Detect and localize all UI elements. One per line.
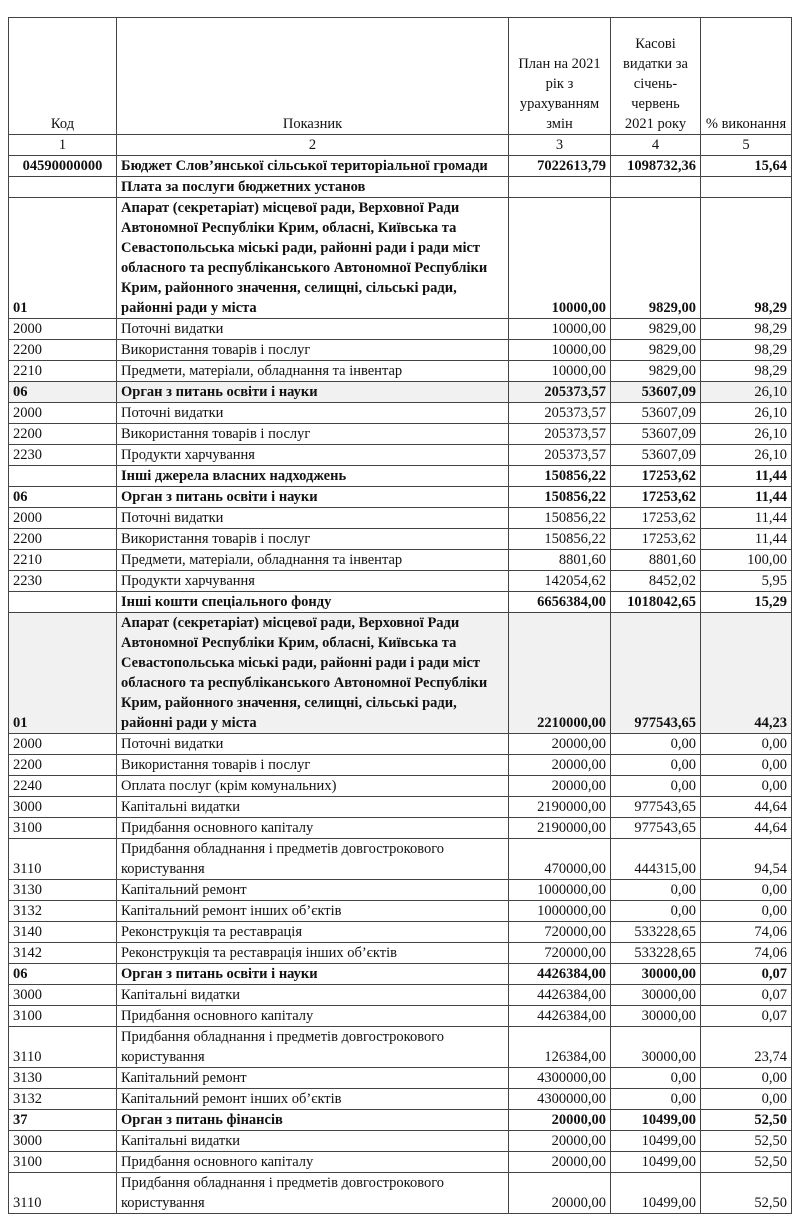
cell-indicator: Оплата послуг (крім комунальних): [117, 776, 509, 797]
cell-cash: 9829,00: [611, 361, 701, 382]
cell-indicator: Плата за послуги бюджетних установ: [117, 177, 509, 198]
table-row: [9, 755, 792, 776]
cell-indicator: Капітальні видатки: [117, 1131, 509, 1152]
table-row: [9, 550, 792, 571]
cell-code: [9, 592, 117, 613]
cell-plan: 150856,22: [509, 466, 611, 487]
cell-plan: 10000,00: [509, 198, 611, 319]
cell-plan: 20000,00: [509, 755, 611, 776]
cell-percent: 26,10: [701, 403, 792, 424]
cell-code: 06: [9, 964, 117, 985]
cell-cash: 30000,00: [611, 964, 701, 985]
cell-plan: 4426384,00: [509, 985, 611, 1006]
cell-indicator: Продукти харчування: [117, 445, 509, 466]
cell-cash: 30000,00: [611, 1027, 701, 1068]
cell-percent: 74,06: [701, 943, 792, 964]
cell-cash: 0,00: [611, 1089, 701, 1110]
cell-plan: [509, 177, 611, 198]
table-row: [9, 734, 792, 755]
cell-code: 3130: [9, 1068, 117, 1089]
column-number: 4: [611, 135, 701, 156]
cell-indicator: Орган з питань освіти і науки: [117, 382, 509, 403]
cell-plan: 6656384,00: [509, 592, 611, 613]
cell-cash: 30000,00: [611, 1006, 701, 1027]
cell-code: 2230: [9, 571, 117, 592]
cell-cash: 17253,62: [611, 508, 701, 529]
table-row: [9, 177, 792, 198]
cell-code: 3100: [9, 1152, 117, 1173]
cell-percent: 44,64: [701, 797, 792, 818]
table-row: [9, 964, 792, 985]
column-number: 2: [117, 135, 509, 156]
cell-plan: 205373,57: [509, 424, 611, 445]
cell-cash: 1098732,36: [611, 156, 701, 177]
table-row: [9, 466, 792, 487]
cell-cash: 977543,65: [611, 797, 701, 818]
cell-cash: 10499,00: [611, 1152, 701, 1173]
cell-percent: 0,00: [701, 880, 792, 901]
cell-percent: 0,07: [701, 1006, 792, 1027]
cell-code: 06: [9, 487, 117, 508]
table-row: [9, 487, 792, 508]
cell-plan: 20000,00: [509, 776, 611, 797]
cell-indicator: Капітальні видатки: [117, 985, 509, 1006]
cell-code: 3130: [9, 880, 117, 901]
cell-code: 2200: [9, 424, 117, 445]
cell-percent: 94,54: [701, 839, 792, 880]
cell-plan: 205373,57: [509, 445, 611, 466]
cell-indicator: Використання товарів і послуг: [117, 424, 509, 445]
header-plan: План на 2021 рік з урахуванням змін: [509, 18, 611, 135]
cell-indicator: Придбання основного капіталу: [117, 1006, 509, 1027]
table-row: [9, 1152, 792, 1173]
table-row: [9, 880, 792, 901]
cell-percent: 0,00: [701, 755, 792, 776]
cell-code: 3000: [9, 1131, 117, 1152]
cell-percent: 74,06: [701, 922, 792, 943]
cell-percent: 52,50: [701, 1131, 792, 1152]
table-row: [9, 797, 792, 818]
cell-code: 2000: [9, 508, 117, 529]
cell-code: 2210: [9, 361, 117, 382]
cell-percent: 98,29: [701, 319, 792, 340]
cell-plan: 470000,00: [509, 839, 611, 880]
table-row: [9, 901, 792, 922]
cell-indicator: Орган з питань освіти і науки: [117, 964, 509, 985]
cell-percent: 26,10: [701, 382, 792, 403]
table-row: [9, 839, 792, 880]
cell-percent: 0,00: [701, 1089, 792, 1110]
cell-plan: 150856,22: [509, 529, 611, 550]
table-header: [9, 18, 792, 135]
cell-code: 3110: [9, 839, 117, 880]
cell-indicator: Капітальний ремонт інших об’єктів: [117, 901, 509, 922]
table-row: [9, 382, 792, 403]
cell-indicator: Придбання обладнання і предметів довгострокового користування: [117, 1173, 509, 1214]
cell-code: 2000: [9, 403, 117, 424]
table-row: [9, 943, 792, 964]
cell-cash: 10499,00: [611, 1131, 701, 1152]
cell-cash: 10499,00: [611, 1110, 701, 1131]
cell-plan: 4426384,00: [509, 964, 611, 985]
header-code: Код: [9, 18, 117, 135]
cell-cash: 977543,65: [611, 818, 701, 839]
cell-percent: 52,50: [701, 1110, 792, 1131]
table-row: [9, 1027, 792, 1068]
cell-cash: 9829,00: [611, 340, 701, 361]
cell-plan: 20000,00: [509, 1152, 611, 1173]
column-number: 1: [9, 135, 117, 156]
cell-indicator: Реконструкція та реставрація інших об’єктів: [117, 943, 509, 964]
cell-plan: 10000,00: [509, 361, 611, 382]
cell-plan: 10000,00: [509, 340, 611, 361]
cell-indicator: Реконструкція та реставрація: [117, 922, 509, 943]
cell-code: 01: [9, 613, 117, 734]
cell-percent: 52,50: [701, 1173, 792, 1214]
cell-indicator: Поточні видатки: [117, 508, 509, 529]
cell-indicator: Інші джерела власних надходжень: [117, 466, 509, 487]
cell-percent: 11,44: [701, 466, 792, 487]
cell-code: 37: [9, 1110, 117, 1131]
cell-plan: 8801,60: [509, 550, 611, 571]
cell-cash: 0,00: [611, 755, 701, 776]
cell-plan: 4300000,00: [509, 1068, 611, 1089]
cell-plan: 720000,00: [509, 943, 611, 964]
table-row: [9, 1068, 792, 1089]
table-row: [9, 156, 792, 177]
cell-cash: 53607,09: [611, 424, 701, 445]
cell-cash: 30000,00: [611, 985, 701, 1006]
cell-code: 3110: [9, 1027, 117, 1068]
table-row: [9, 361, 792, 382]
cell-percent: 11,44: [701, 487, 792, 508]
table-row: [9, 529, 792, 550]
cell-cash: 10499,00: [611, 1173, 701, 1214]
cell-percent: 44,23: [701, 613, 792, 734]
table-row: [9, 1089, 792, 1110]
table-row: [9, 613, 792, 734]
table-row: [9, 571, 792, 592]
cell-cash: 17253,62: [611, 529, 701, 550]
cell-indicator: Капітальні видатки: [117, 797, 509, 818]
cell-percent: 23,74: [701, 1027, 792, 1068]
cell-cash: 9829,00: [611, 319, 701, 340]
cell-percent: 0,07: [701, 964, 792, 985]
table-row: [9, 1173, 792, 1214]
cell-plan: 2210000,00: [509, 613, 611, 734]
cell-plan: 1000000,00: [509, 880, 611, 901]
cell-cash: 17253,62: [611, 487, 701, 508]
cell-percent: 11,44: [701, 508, 792, 529]
table-body: [9, 135, 792, 1214]
cell-code: 3000: [9, 985, 117, 1006]
cell-code: 01: [9, 198, 117, 319]
cell-cash: 533228,65: [611, 922, 701, 943]
cell-code: 3132: [9, 901, 117, 922]
cell-percent: 100,00: [701, 550, 792, 571]
cell-code: 3000: [9, 797, 117, 818]
cell-cash: 53607,09: [611, 382, 701, 403]
cell-indicator: Придбання обладнання і предметів довгострокового користування: [117, 839, 509, 880]
table-row: [9, 985, 792, 1006]
cell-percent: 98,29: [701, 340, 792, 361]
cell-code: [9, 466, 117, 487]
header-percent: % виконання: [701, 18, 792, 135]
cell-plan: 720000,00: [509, 922, 611, 943]
table-row: [9, 1110, 792, 1131]
cell-percent: 0,00: [701, 734, 792, 755]
cell-plan: 150856,22: [509, 508, 611, 529]
cell-percent: 0,00: [701, 1068, 792, 1089]
cell-indicator: Апарат (секретаріат) місцевої ради, Верховної Ради Автономної Республіки Крим, обласні, Київська та Севастопольська міські ради, районні ради і ради міст обласного та республіканського Автономної Республіки Крим, районного значення, селищні, сільські ради, районні ради у міста: [117, 198, 509, 319]
cell-code: 2000: [9, 319, 117, 340]
cell-code: 2000: [9, 734, 117, 755]
cell-percent: 0,00: [701, 901, 792, 922]
cell-indicator: Придбання основного капіталу: [117, 818, 509, 839]
cell-percent: 44,64: [701, 818, 792, 839]
cell-code: 3142: [9, 943, 117, 964]
cell-cash: 0,00: [611, 1068, 701, 1089]
cell-plan: 1000000,00: [509, 901, 611, 922]
cell-cash: 977543,65: [611, 613, 701, 734]
cell-cash: 0,00: [611, 880, 701, 901]
cell-code: 2200: [9, 755, 117, 776]
cell-plan: 205373,57: [509, 403, 611, 424]
cell-indicator: Капітальний ремонт: [117, 880, 509, 901]
cell-percent: 52,50: [701, 1152, 792, 1173]
header-cash: Касові видатки за січень-червень 2021 року: [611, 18, 701, 135]
table-row: [9, 340, 792, 361]
cell-indicator: Поточні видатки: [117, 403, 509, 424]
cell-indicator: Предмети, матеріали, обладнання та інвентар: [117, 361, 509, 382]
cell-cash: 1018042,65: [611, 592, 701, 613]
cell-code: 2200: [9, 529, 117, 550]
cell-plan: 2190000,00: [509, 818, 611, 839]
table-row: [9, 592, 792, 613]
cell-code: 2240: [9, 776, 117, 797]
cell-percent: 11,44: [701, 529, 792, 550]
cell-cash: 8801,60: [611, 550, 701, 571]
cell-plan: 4300000,00: [509, 1089, 611, 1110]
cell-cash: 9829,00: [611, 198, 701, 319]
cell-plan: 4426384,00: [509, 1006, 611, 1027]
cell-percent: 98,29: [701, 198, 792, 319]
cell-percent: 0,00: [701, 776, 792, 797]
cell-percent: 98,29: [701, 361, 792, 382]
header-indicator: Показник: [117, 18, 509, 135]
cell-plan: 10000,00: [509, 319, 611, 340]
cell-indicator: Поточні видатки: [117, 734, 509, 755]
column-number-row: [9, 135, 792, 156]
table-row: [9, 198, 792, 319]
cell-code: [9, 177, 117, 198]
cell-code: 2200: [9, 340, 117, 361]
cell-code: 3132: [9, 1089, 117, 1110]
cell-cash: 0,00: [611, 901, 701, 922]
cell-indicator: Бюджет Слов’янської сільської територіальної громади: [117, 156, 509, 177]
cell-indicator: Продукти харчування: [117, 571, 509, 592]
table-row: [9, 445, 792, 466]
cell-indicator: Орган з питань освіти і науки: [117, 487, 509, 508]
cell-indicator: Предмети, матеріали, обладнання та інвентар: [117, 550, 509, 571]
cell-percent: 26,10: [701, 424, 792, 445]
cell-plan: 20000,00: [509, 1173, 611, 1214]
table-row: [9, 403, 792, 424]
cell-plan: 20000,00: [509, 1131, 611, 1152]
cell-percent: 15,29: [701, 592, 792, 613]
table-row: [9, 424, 792, 445]
cell-cash: 8452,02: [611, 571, 701, 592]
cell-percent: 0,07: [701, 985, 792, 1006]
cell-cash: 0,00: [611, 734, 701, 755]
cell-code: 06: [9, 382, 117, 403]
cell-percent: 5,95: [701, 571, 792, 592]
cell-code: 2210: [9, 550, 117, 571]
column-number: 3: [509, 135, 611, 156]
table-row: [9, 818, 792, 839]
cell-indicator: Капітальний ремонт інших об’єктів: [117, 1089, 509, 1110]
cell-percent: [701, 177, 792, 198]
cell-cash: 17253,62: [611, 466, 701, 487]
cell-indicator: Придбання основного капіталу: [117, 1152, 509, 1173]
cell-cash: 53607,09: [611, 403, 701, 424]
table-row: [9, 508, 792, 529]
cell-code: 2230: [9, 445, 117, 466]
table-row: [9, 922, 792, 943]
cell-indicator: Інші кошти спеціального фонду: [117, 592, 509, 613]
table-row: [9, 1006, 792, 1027]
cell-cash: 0,00: [611, 776, 701, 797]
cell-indicator: Орган з питань фінансів: [117, 1110, 509, 1131]
table-row: [9, 1131, 792, 1152]
cell-indicator: Поточні видатки: [117, 319, 509, 340]
cell-percent: 26,10: [701, 445, 792, 466]
cell-cash: [611, 177, 701, 198]
cell-cash: 533228,65: [611, 943, 701, 964]
cell-code: 3140: [9, 922, 117, 943]
cell-plan: 126384,00: [509, 1027, 611, 1068]
table-row: [9, 776, 792, 797]
cell-plan: 150856,22: [509, 487, 611, 508]
cell-percent: 15,64: [701, 156, 792, 177]
cell-indicator: Використання товарів і послуг: [117, 340, 509, 361]
cell-plan: 2190000,00: [509, 797, 611, 818]
cell-code: 3110: [9, 1173, 117, 1214]
cell-cash: 444315,00: [611, 839, 701, 880]
cell-indicator: Придбання обладнання і предметів довгострокового користування: [117, 1027, 509, 1068]
cell-cash: 53607,09: [611, 445, 701, 466]
cell-code: 04590000000: [9, 156, 117, 177]
cell-plan: 205373,57: [509, 382, 611, 403]
cell-plan: 20000,00: [509, 1110, 611, 1131]
cell-indicator: Використання товарів і послуг: [117, 755, 509, 776]
column-number: 5: [701, 135, 792, 156]
cell-indicator: Використання товарів і послуг: [117, 529, 509, 550]
cell-indicator: Капітальний ремонт: [117, 1068, 509, 1089]
budget-execution-table: [8, 17, 792, 1214]
table-row: [9, 319, 792, 340]
cell-code: 3100: [9, 1006, 117, 1027]
cell-plan: 20000,00: [509, 734, 611, 755]
cell-indicator: Апарат (секретаріат) місцевої ради, Верховної Ради Автономної Республіки Крим, обласні, Київська та Севастопольська міські ради, районні ради і ради міст обласного та республіканського Автономної Республіки Крим, районного значення, селищні, сільські ради, районні ради у міста: [117, 613, 509, 734]
cell-plan: 142054,62: [509, 571, 611, 592]
cell-code: 3100: [9, 818, 117, 839]
cell-plan: 7022613,79: [509, 156, 611, 177]
